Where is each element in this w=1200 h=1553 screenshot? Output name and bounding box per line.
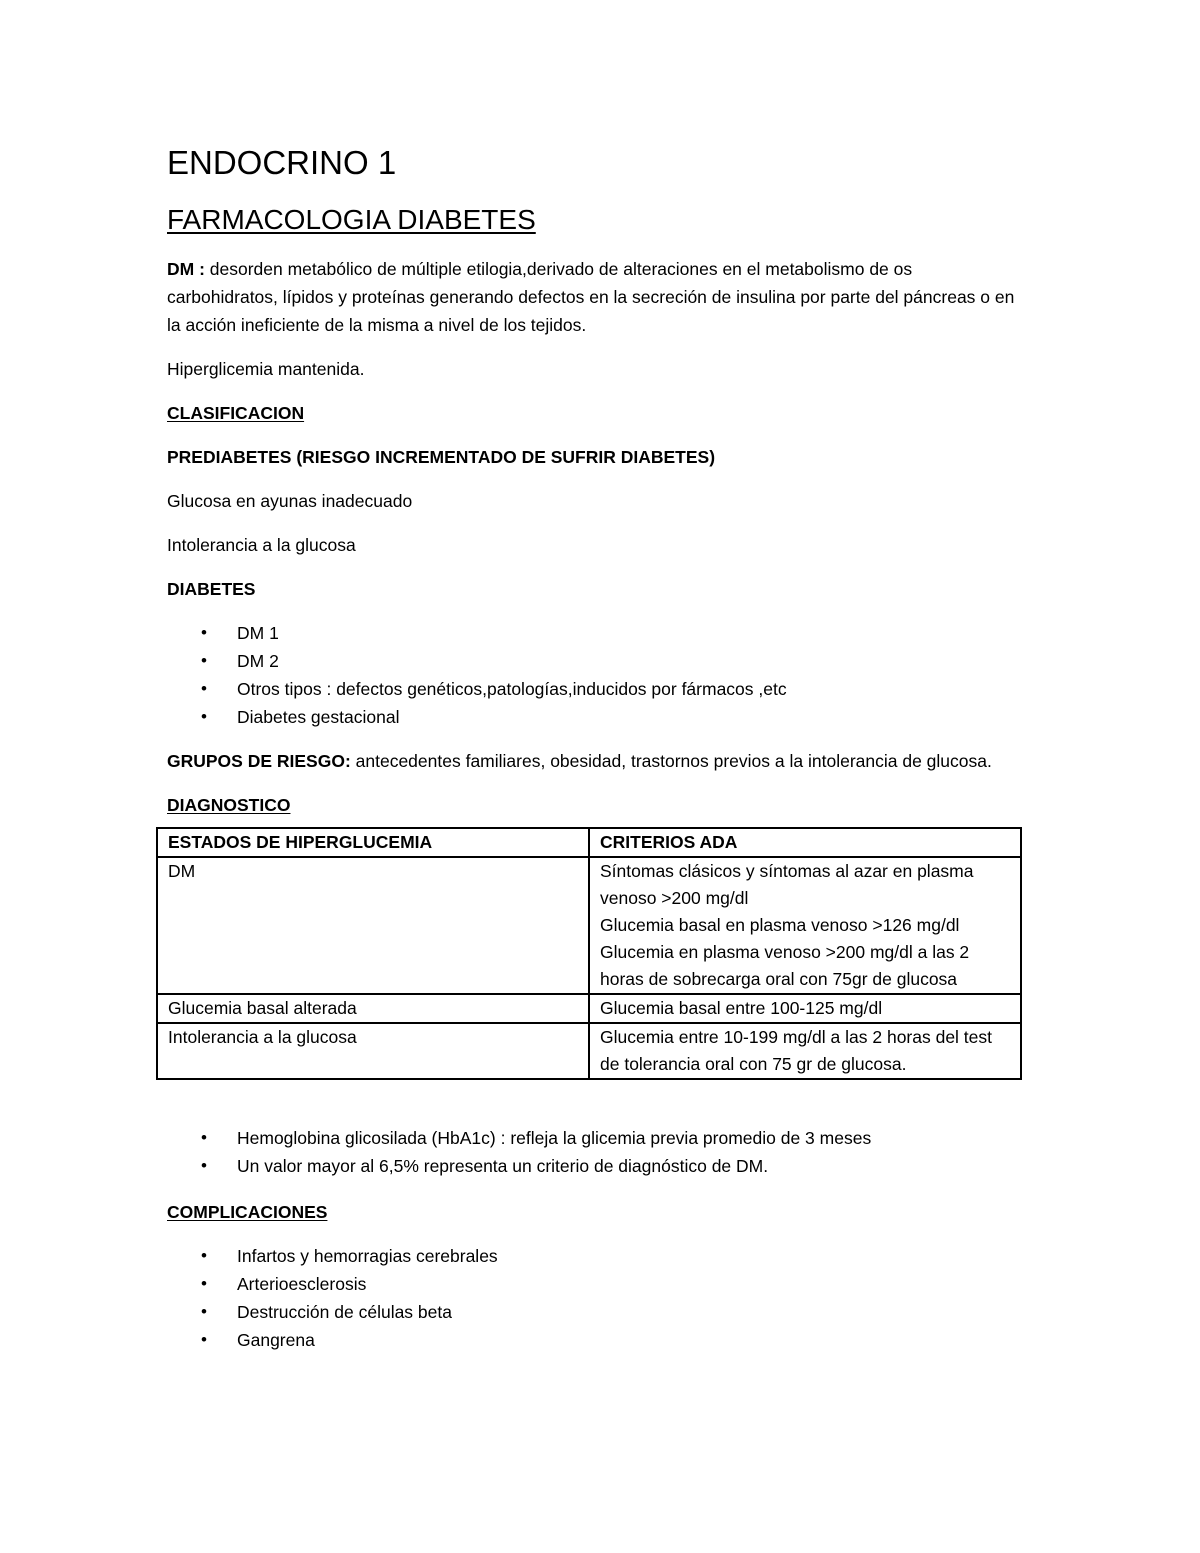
- list-item: [167, 647, 1027, 675]
- table-header-row: [157, 828, 1021, 857]
- intro-definition: desorden metabólico de múltiple etilogia,derivado de alteraciones en el metabolismo de os carbohidratos, lípidos y proteínas generando defectos en la secreción de insulina por parte del páncreas o en la acción ineficiente de la misma a nivel de los tejidos.: [167, 259, 1015, 335]
- table-cell-criteria: [589, 1023, 1021, 1079]
- diabetes-list: [167, 619, 1027, 731]
- bullet-icon: •: [201, 1330, 207, 1349]
- list-item-text: Destrucción de células beta: [237, 1302, 452, 1322]
- bullet-icon: •: [201, 1156, 207, 1175]
- bullet-icon: •: [201, 707, 207, 726]
- list-item: [167, 1152, 1027, 1180]
- intro-term: DM :: [167, 259, 205, 279]
- list-item-text: DM 1: [237, 623, 279, 643]
- diagnostico-notes-list: [167, 1124, 1027, 1180]
- table-cell-criteria: [589, 994, 1021, 1023]
- bullet-icon: •: [201, 651, 207, 670]
- list-item-text: Gangrena: [237, 1330, 315, 1350]
- table-row: [157, 857, 1021, 994]
- list-item-text: Un valor mayor al 6,5% representa un criterio de diagnóstico de DM.: [237, 1156, 769, 1176]
- table-header-cell: ESTADOS DE HIPERGLUCEMIA: [157, 828, 589, 857]
- prediabetes-item: Glucosa en ayunas inadecuado: [167, 491, 413, 511]
- list-item: [167, 1326, 1027, 1354]
- list-item-text: Diabetes gestacional: [237, 707, 400, 727]
- diagnostico-heading: DIAGNOSTICO: [167, 795, 291, 815]
- document-title: ENDOCRINO 1: [167, 144, 397, 181]
- list-item-text: Otros tipos : defectos genéticos,patologías,inducidos por fármacos ,etc: [237, 679, 787, 699]
- criteria-line: Glucemia entre 10-199 mg/dl a las 2 horas del test de tolerancia oral con 75 gr de glucosa.: [600, 1027, 993, 1074]
- list-item-text: Hemoglobina glicosilada (HbA1c) : refleja la glicemia previa promedio de 3 meses: [237, 1128, 872, 1148]
- prediabetes-item: Intolerancia a la glucosa: [167, 535, 356, 555]
- prediabetes-heading: PREDIABETES (RIESGO INCREMENTADO DE SUFRIR DIABETES): [167, 447, 716, 467]
- bullet-icon: •: [201, 1128, 207, 1147]
- list-item-text: DM 2: [237, 651, 279, 671]
- diabetes-heading: DIABETES: [167, 579, 256, 599]
- criteria-line: Glucemia basal entre 100-125 mg/dl: [600, 998, 883, 1018]
- list-item: [167, 1124, 1027, 1152]
- table-header-cell: CRITERIOS ADA: [589, 828, 1021, 857]
- list-item: [167, 1270, 1027, 1298]
- criteria-line: Síntomas clásicos y síntomas al azar en plasma venoso >200 mg/dl: [600, 861, 974, 908]
- document-subtitle: FARMACOLOGIA DIABETES: [167, 204, 536, 235]
- list-item: [167, 1298, 1027, 1326]
- table-row: [157, 994, 1021, 1023]
- grupos-riesgo-label: GRUPOS DE RIESGO:: [167, 751, 351, 771]
- list-item-text: Infartos y hemorragias cerebrales: [237, 1246, 498, 1266]
- grupos-riesgo-paragraph: [167, 747, 1027, 775]
- table-cell-state: Intolerancia a la glucosa: [157, 1023, 589, 1079]
- complicaciones-heading: COMPLICACIONES: [167, 1202, 328, 1222]
- criteria-line: Glucemia basal en plasma venoso >126 mg/dl: [600, 915, 960, 935]
- list-item: [167, 675, 1027, 703]
- list-item-text: Arterioesclerosis: [237, 1274, 367, 1294]
- hiperglicemia-text: Hiperglicemia mantenida.: [167, 359, 365, 379]
- complicaciones-list: [167, 1242, 1027, 1354]
- bullet-icon: •: [201, 1274, 207, 1293]
- table-row: [157, 1023, 1021, 1079]
- diagnostico-table: [156, 827, 1022, 1080]
- document-page: [167, 140, 1027, 1370]
- bullet-icon: •: [201, 679, 207, 698]
- bullet-icon: •: [201, 623, 207, 642]
- table-cell-state: Glucemia basal alterada: [157, 994, 589, 1023]
- list-item: [167, 1242, 1027, 1270]
- grupos-riesgo-text: antecedentes familiares, obesidad, trastornos previos a la intolerancia de glucosa.: [350, 751, 992, 771]
- criteria-line: Glucemia en plasma venoso >200 mg/dl a las 2 horas de sobrecarga oral con 75gr de glucosa: [600, 942, 970, 989]
- clasificacion-heading: CLASIFICACION: [167, 403, 305, 423]
- list-item: [167, 703, 1027, 731]
- table-cell-criteria: [589, 857, 1021, 994]
- intro-paragraph: [167, 255, 1027, 339]
- table-cell-state: DM: [157, 857, 589, 994]
- bullet-icon: •: [201, 1302, 207, 1321]
- list-item: [167, 619, 1027, 647]
- bullet-icon: •: [201, 1246, 207, 1265]
